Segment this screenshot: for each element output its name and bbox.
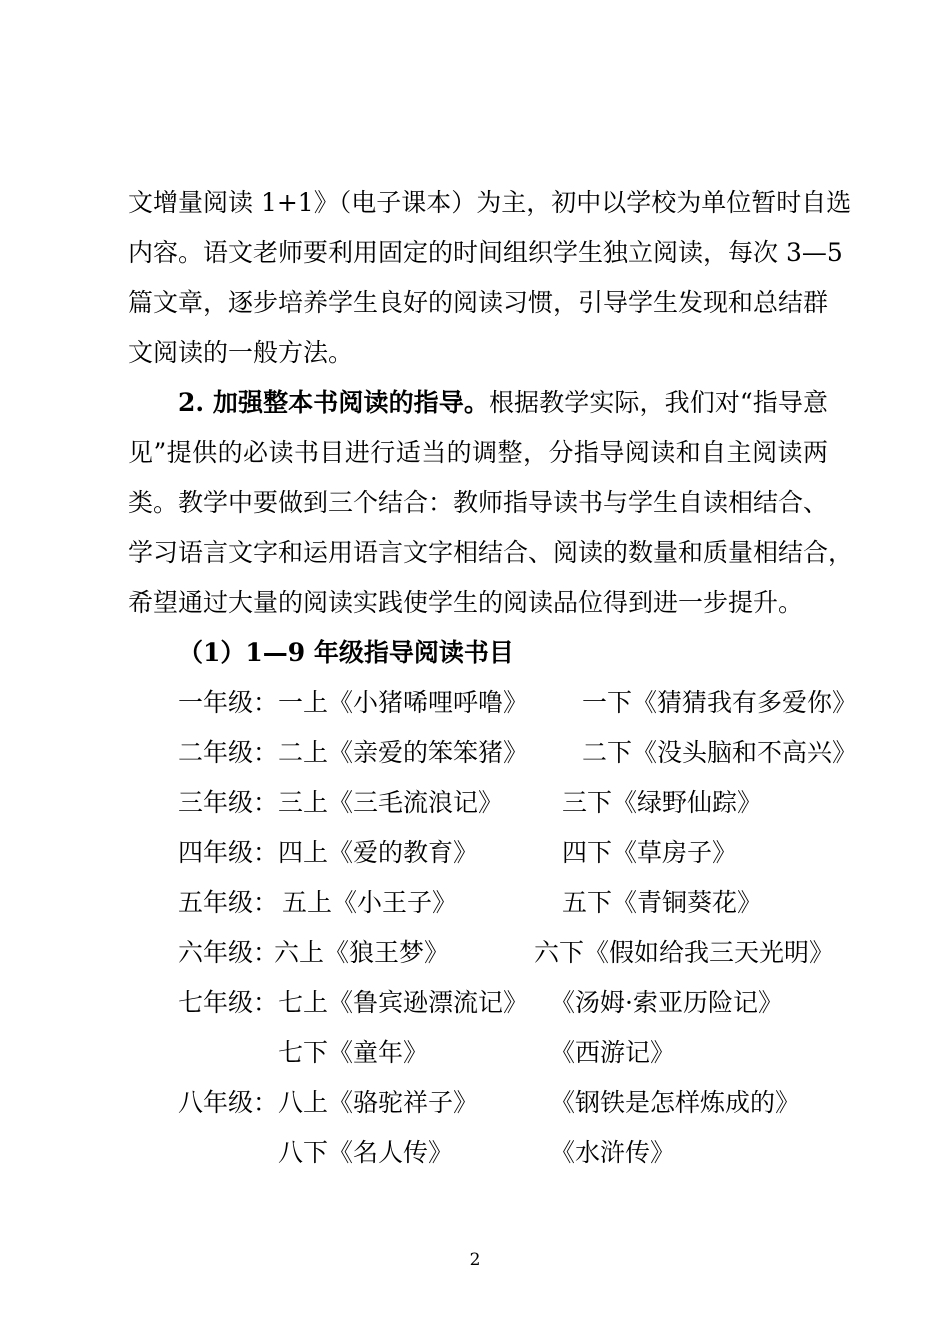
book-title-first: 七上《鲁宾逊漂流记》: [278, 988, 529, 1017]
table-row: [178, 1028, 838, 1078]
book-title-second: 六下《假如给我三天光明》: [534, 938, 835, 967]
book-title-first: 六上《狼王梦》: [274, 938, 450, 967]
book-title-first: 八上《骆驼祥子》: [278, 1088, 479, 1117]
text-line: 内容。语文老师要利用固定的时间组织学生独立阅读，每次 3—5: [128, 238, 843, 267]
table-row: [178, 928, 838, 978]
book-title-first: 四上《爱的教育》: [278, 838, 479, 867]
table-row: [178, 1078, 838, 1128]
text-segment: 根据教学实际，我们对“指导意: [488, 388, 828, 417]
grade-label: 七年级：: [178, 988, 279, 1017]
book-title-second: 四下《草房子》: [562, 838, 738, 867]
book-list-title: （1）1—9 年级指导阅读书目: [178, 638, 514, 667]
grade-label: 四年级：: [178, 838, 279, 867]
book-title-second: 《钢铁是怎样炼成的》: [550, 1088, 801, 1117]
text-line: 文增量阅读 1+1》（电子课本）为主，初中以学校为单位暂时自选: [128, 188, 852, 217]
book-title-first: 一上《小猪唏哩呼噜》: [278, 688, 529, 717]
text-line: 文阅读的一般方法。: [128, 338, 354, 367]
book-title-second: 一下《猜猜我有多爱你》: [582, 688, 858, 717]
table-row: [178, 828, 838, 878]
text-line: 希望通过大量的阅读实践使学生的阅读品位得到进一步提升。: [128, 588, 804, 617]
text-line: [128, 378, 828, 428]
text-line: 学习语言文字和运用语言文字相结合、阅读的数量和质量相结合，: [128, 538, 854, 567]
book-title-first: 八下《名人传》: [278, 1138, 454, 1167]
paragraph-continuation: [128, 178, 852, 378]
table-row: [178, 1128, 838, 1178]
book-title-second: 三下《绿野仙踪》: [562, 788, 763, 817]
grade-label: 一年级：: [178, 688, 279, 717]
grade-label: 五年级：: [178, 888, 279, 917]
grade-label: 六年级：: [178, 938, 279, 967]
grade-label: 二年级：: [178, 738, 279, 767]
table-row: [178, 728, 858, 778]
paragraph-whole-book-reading: [128, 378, 854, 628]
paragraph-heading: 2. 加强整本书阅读的指导。: [178, 388, 489, 417]
book-title-second: 《西游记》: [550, 1038, 676, 1067]
book-title-first: 二上《亲爱的笨笨猪》: [278, 738, 529, 767]
grade-label: 八年级：: [178, 1088, 279, 1117]
book-title-second: 《汤姆·索亚历险记》: [550, 988, 783, 1017]
table-row: [178, 978, 838, 1028]
book-title-second: 二下《没头脑和不高兴》: [582, 738, 858, 767]
book-title-second: 五下《青铜葵花》: [562, 888, 763, 917]
book-title-first: 三上《三毛流浪记》: [278, 788, 504, 817]
book-title-first: 五上《小王子》: [282, 888, 458, 917]
table-row: [178, 778, 838, 828]
text-line: 篇文章，逐步培养学生良好的阅读习惯，引导学生发现和总结群: [128, 288, 829, 317]
page-number: 2: [469, 1250, 481, 1270]
book-title-second: 《水浒传》: [550, 1138, 676, 1167]
grade-label: 三年级：: [178, 788, 279, 817]
book-title-first: 七下《童年》: [278, 1038, 429, 1067]
text-line: 类。教学中要做到三个结合：教师指导读书与学生自读相结合、: [128, 488, 829, 517]
text-line: 见”提供的必读书目进行适当的调整，分指导阅读和自主阅读两: [128, 438, 828, 467]
table-row: [178, 678, 858, 728]
table-row: [178, 878, 838, 928]
